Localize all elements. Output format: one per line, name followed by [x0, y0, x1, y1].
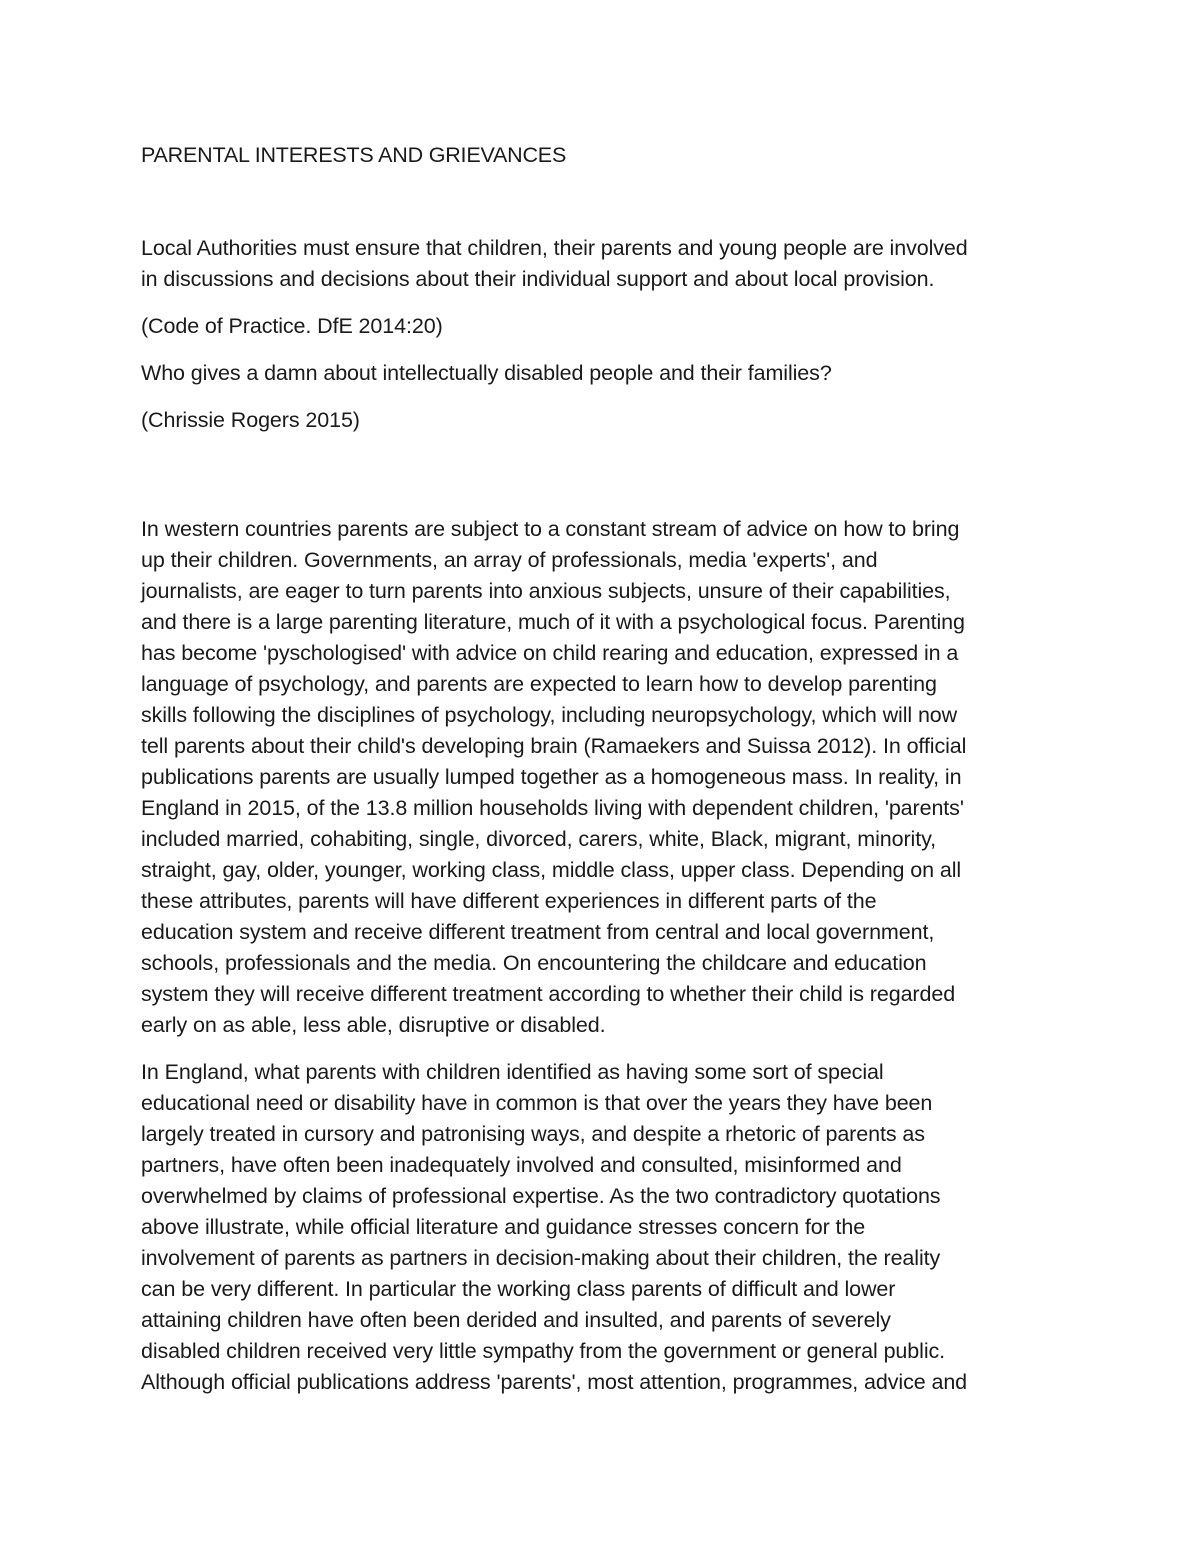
- text-line: has become 'pyschologised' with advice on child rearing and education, expressed in a: [141, 641, 959, 665]
- text-line: attaining children have often been derided and insulted, and parents of severely: [141, 1308, 891, 1332]
- body-paragraph-2: [141, 1057, 1071, 1398]
- text-line: Although official publications address 'parents', most attention, programmes, advice and: [141, 1370, 968, 1394]
- text-line: these attributes, parents will have different experiences in different parts of the: [141, 889, 877, 913]
- text-line: Local Authorities must ensure that children, their parents and young people are involved: [141, 236, 968, 260]
- text-line: education system and receive different treatment from central and local government,: [141, 920, 935, 944]
- text-line: overwhelmed by claims of professional expertise. As the two contradictory quotations: [141, 1184, 941, 1208]
- text-line: publications parents are usually lumped together as a homogeneous mass. In reality, in: [141, 765, 962, 789]
- text-line: partners, have often been inadequately involved and consulted, misinformed and: [141, 1153, 902, 1177]
- text-line: system they will receive different treatment according to whether their child is regarded: [141, 982, 956, 1006]
- text-line: journalists, are eager to turn parents into anxious subjects, unsure of their capabilities,: [141, 579, 951, 603]
- text-line: schools, professionals and the media. On encountering the childcare and education: [141, 951, 927, 975]
- text-line: language of psychology, and parents are expected to learn how to develop parenting: [141, 672, 937, 696]
- text-line: can be very different. In particular the working class parents of difficult and lower: [141, 1277, 896, 1301]
- text-line: above illustrate, while official literature and guidance stresses concern for the: [141, 1215, 866, 1239]
- text-line: involvement of parents as partners in decision-making about their children, the reality: [141, 1246, 941, 1270]
- text-line: in discussions and decisions about their individual support and about local provision.: [141, 267, 935, 291]
- text-line: up their children. Governments, an array of professionals, media 'experts', and: [141, 548, 878, 572]
- epigraph-quote-1: [141, 233, 1071, 295]
- text-line: In England, what parents with children identified as having some sort of special: [141, 1060, 884, 1084]
- text-line: England in 2015, of the 13.8 million households living with dependent children, 'parents': [141, 796, 964, 820]
- text-line: educational need or disability have in common is that over the years they have been: [141, 1091, 933, 1115]
- text-line: In western countries parents are subject to a constant stream of advice on how to bring: [141, 517, 960, 541]
- document-body: [141, 140, 1071, 1414]
- text-line: disabled children received very little sympathy from the government or general public.: [141, 1339, 946, 1363]
- text-line: early on as able, less able, disruptive or disabled.: [141, 1013, 606, 1037]
- epigraph-citation-1: (Code of Practice. DfE 2014:20): [141, 314, 443, 338]
- text-line: skills following the disciplines of psychology, including neuropsychology, which will now: [141, 703, 958, 727]
- epigraph-quote-2: Who gives a damn about intellectually disabled people and their families?: [141, 361, 832, 385]
- document-title: PARENTAL INTERESTS AND GRIEVANCES: [141, 143, 567, 167]
- text-line: largely treated in cursory and patronising ways, and despite a rhetoric of parents as: [141, 1122, 925, 1146]
- text-line: tell parents about their child's developing brain (Ramaekers and Suissa 2012). In official: [141, 734, 967, 758]
- text-line: included married, cohabiting, single, divorced, carers, white, Black, migrant, minority,: [141, 827, 937, 851]
- text-line: and there is a large parenting literature, much of it with a psychological focus. Parenting: [141, 610, 965, 634]
- text-line: straight, gay, older, younger, working class, middle class, upper class. Depending on all: [141, 858, 962, 882]
- epigraph-citation-2: (Chrissie Rogers 2015): [141, 408, 360, 432]
- body-paragraph-1: [141, 514, 1071, 1041]
